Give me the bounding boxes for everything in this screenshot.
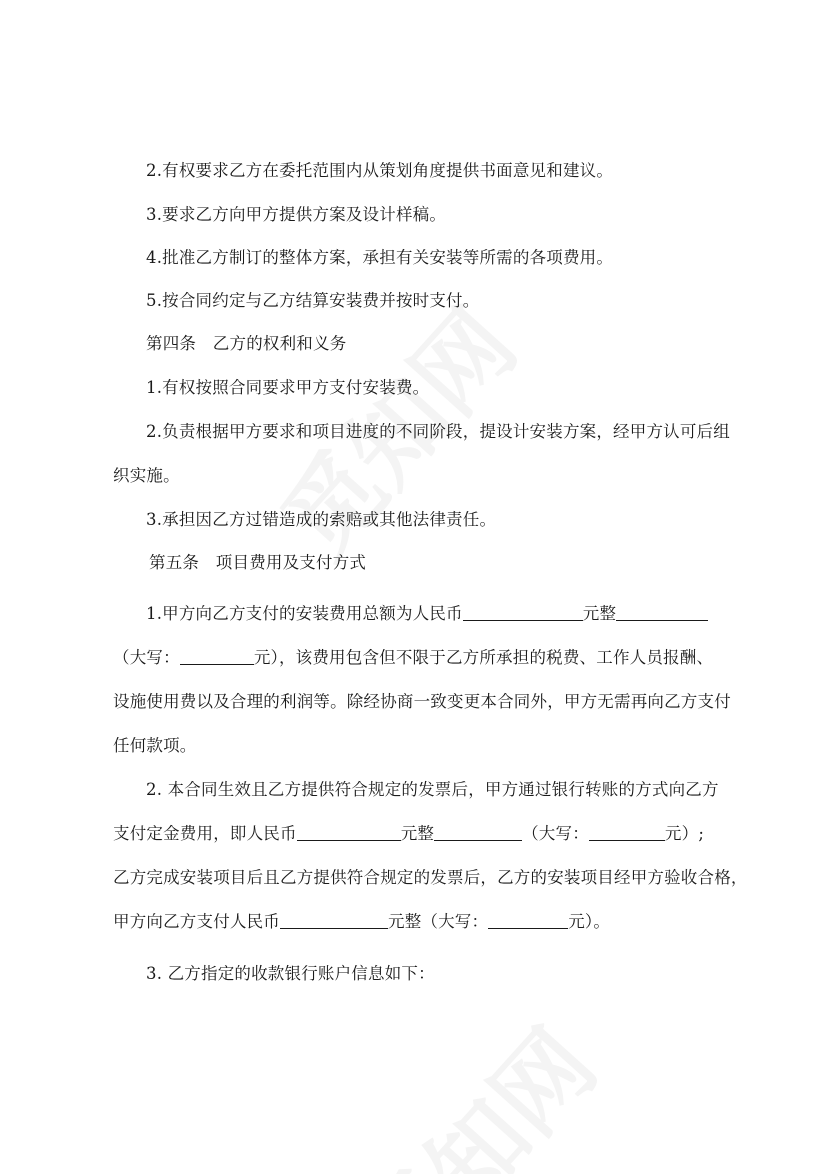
clause-2-text-d: 元）; — [664, 824, 705, 843]
paragraph-5: 5.按合同约定与乙方结算安装费并按时支付。 — [146, 291, 480, 310]
clause-1-text-d: 元），该费用包含但不限于乙方所承担的税费、工作人员报酬、 — [253, 648, 714, 667]
watermark-bottom — [327, 996, 622, 1174]
clause-1-line-3: 设施使用费以及合理的利润等。除经协商一致变更本合同外，甲方无需再向乙方支付 — [113, 692, 731, 711]
obligation-2-line-2: 织实施。 — [113, 466, 180, 485]
clause-2-text-a: 支付定金费用，即人民币 — [113, 824, 297, 843]
obligation-2-line-1: 2.负责根据甲方要求和项目进度的不同阶段，提设计安装方案，经甲方认可后组 — [146, 422, 730, 441]
clause-1-text-c: （大写： — [113, 648, 180, 667]
deposit-blank[interactable] — [297, 824, 401, 841]
paragraph-3: 3.要求乙方向甲方提供方案及设计样稿。 — [146, 205, 447, 224]
clause-2-line-3: 乙方完成安装项目后且乙方提供符合规定的发票后，乙方的安装项目经甲方验收合格， — [113, 868, 748, 887]
article-4-heading: 第四条 乙方的权利和义务 — [146, 334, 347, 353]
article-5-heading: 第五条 项目费用及支付方式 — [149, 553, 367, 572]
clause-1-line-1 — [146, 603, 708, 625]
amount-blank[interactable] — [463, 604, 583, 621]
clause-3: 3. 乙方指定的收款银行账户信息如下： — [146, 964, 435, 983]
clause-1-text-a: 1.甲方向乙方支付的安装费用总额为人民币 — [146, 604, 463, 623]
amount-words-blank[interactable] — [180, 648, 254, 665]
clause-2-line-2 — [113, 823, 704, 845]
amount-blank-2[interactable] — [616, 604, 708, 621]
clause-2-text-b: 元整 — [400, 824, 435, 843]
clause-2-text-g: 元）。 — [568, 912, 611, 931]
clause-1-line-4: 任何款项。 — [113, 736, 197, 755]
clause-2-text-c: （大写： — [522, 824, 589, 843]
obligation-1: 1.有权按照合同要求甲方支付安装费。 — [146, 378, 430, 397]
clause-2-text-e: 甲方向乙方支付人民币 — [113, 912, 280, 931]
clause-2-line-4 — [113, 911, 610, 933]
deposit-blank-2[interactable] — [434, 824, 522, 841]
deposit-words-blank[interactable] — [589, 824, 665, 841]
clause-1-text-b: 元整 — [582, 604, 617, 623]
obligation-3: 3.承担因乙方过错造成的索赔或其他法律责任。 — [146, 510, 497, 529]
clause-1-line-2 — [113, 647, 713, 669]
paragraph-2: 2.有权要求乙方在委托范围内从策划角度提供书面意见和建议。 — [146, 161, 614, 180]
balance-blank[interactable] — [280, 912, 388, 929]
paragraph-4: 4.批准乙方制订的整体方案，承担有关安装等所需的各项费用。 — [146, 248, 614, 267]
clause-2-line-1: 2. 本合同生效且乙方提供符合规定的发票后，甲方通过银行转账的方式向乙方 — [146, 780, 719, 799]
balance-words-blank[interactable] — [488, 912, 568, 929]
clause-2-text-f: 元整（大写： — [388, 912, 489, 931]
